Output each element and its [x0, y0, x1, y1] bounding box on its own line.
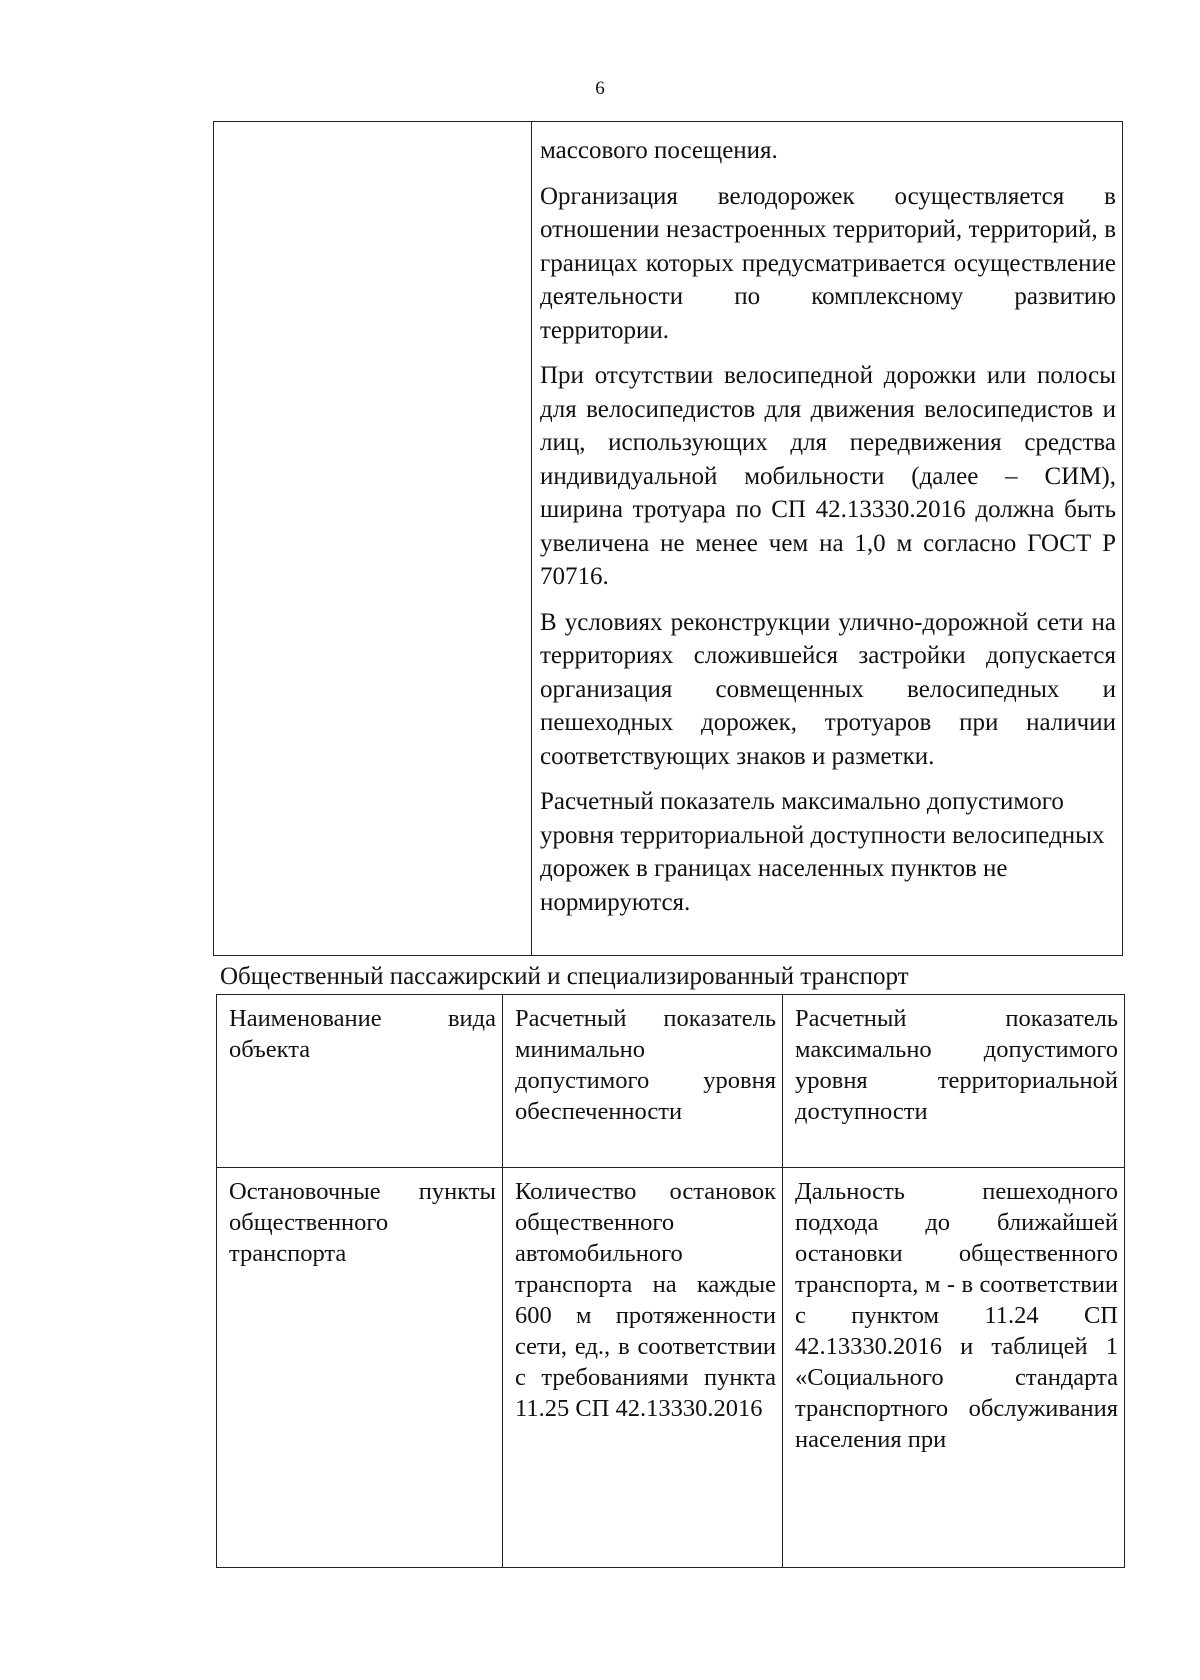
paragraph: При отсутствии велосипедной дорожки или полосы для велосипедистов для движения велосипедистов и лиц, использующих для передвижения средства индивидуальной мобильности (далее – СИМ), ширина тротуара по СП 42.13330.2016 должна быть увеличена не менее чем на 1,0 м согласно ГОСТ Р 70716.	[540, 362, 1116, 590]
header-max-accessibility: Расчетный показатель максимально допустимого уровня территориальной доступности	[783, 995, 1125, 1168]
continuation-cell	[540, 134, 1116, 931]
column-divider	[531, 122, 532, 955]
paragraph: Организация велодорожек осуществляется в отношении незастроенных территорий, территорий, в границах которых предусматривается осуществление деятельности по комплексному развитию территории.	[540, 182, 1116, 344]
paragraph: Расчетный показатель максимально допустимого уровня территориальной доступности велосипедных дорожек в границах населенных пунктов не нормируются.	[540, 788, 1105, 916]
transport-table	[216, 994, 1125, 1568]
section-heading: Общественный пассажирский и специализированный транспорт	[220, 963, 909, 990]
paragraph: массового посещения.	[540, 137, 778, 164]
paragraph: В условиях реконструкции улично-дорожной сети на территориях сложившейся застройки допускается организация совмещенных велосипедных и пешеходных дорожек, тротуаров при наличии соответствующих знаков и разметки.	[540, 608, 1116, 770]
table-cell: Остановочные пункты общественного транспорта	[217, 1168, 503, 1568]
table-cell: Количество остановок общественного автомобильного транспорта на каждые 600 м протяженности сети, ед., в соответствии с требованиями пункта 11.25 СП 42.13330.2016	[503, 1168, 783, 1568]
header-object-type: Наименование вида объекта	[217, 995, 503, 1168]
page-number: 6	[595, 78, 605, 99]
table-cell: Дальность пешеходного подхода до ближайшей остановки общественного транспорта, м - в соответствии с пунктом 11.24 СП 42.13330.2016 и таблицей 1 «Социального стандарта транспортного обслуживания населения при	[783, 1168, 1125, 1568]
continuation-table	[213, 121, 1123, 956]
table-row	[217, 1168, 1125, 1568]
table-header-row	[217, 995, 1125, 1168]
header-min-provision: Расчетный показатель минимально допустимого уровня обеспеченности	[503, 995, 783, 1168]
